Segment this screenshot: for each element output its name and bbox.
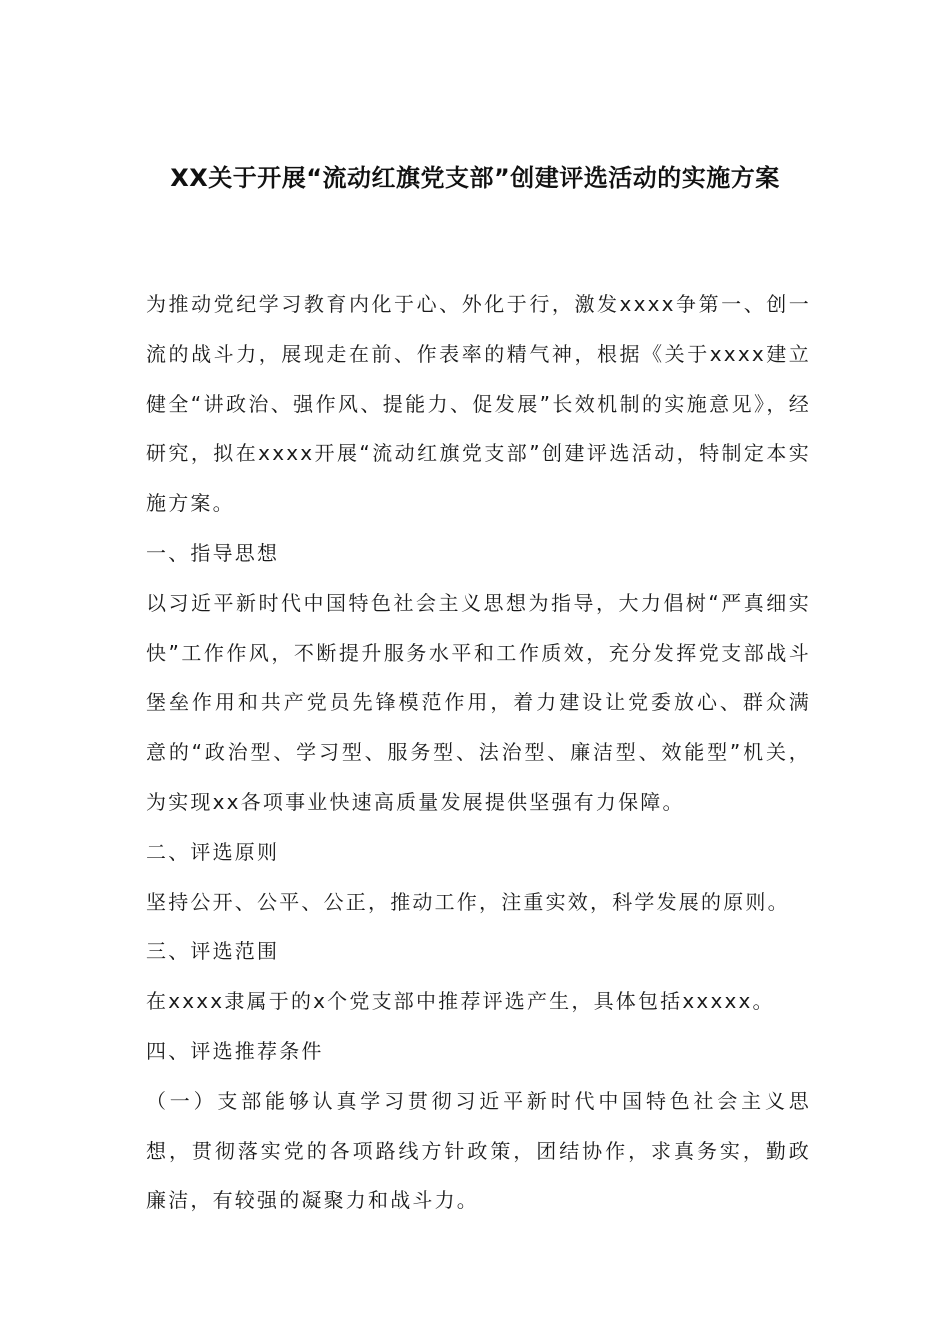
section-body-selection-principles: 坚持公开、公平、公正，推动工作，注重实效，科学发展的原则。 [146,889,790,914]
intro-paragraph: 为推动党纪学习教育内化于心、外化于行，激发xxxx争第一、创一流的战斗力，展现走在前、作表率的精气神，根据《关于xxxx建立健全“讲政治、强作风、提能力、促发展”长效机制的实施意见》，经研究，拟在xxxx开展“流动红旗党支部”创建评选活动，特制定本实施方案。 [146,292,811,516]
section-heading-recommendation-conditions: 四、评选推荐条件 [146,1038,324,1063]
section-heading-guiding-ideology: 一、指导思想 [146,540,280,565]
section-body-selection-scope: 在xxxx隶属于的x个党支部中推荐评选产生，具体包括xxxxx。 [146,989,775,1014]
section-heading-selection-principles: 二、评选原则 [146,839,280,864]
section-body-guiding-ideology: 以习近平新时代中国特色社会主义思想为指导，大力倡树“严真细实快”工作作风，不断提升服务水平和工作质效，充分发挥党支部战斗堡垒作用和共产党员先锋模范作用，着力建设让党委放心、群众满意的“政治型、学习型、服务型、法治型、廉洁型、效能型”机关，为实现xx各项事业快速高质量发展提供坚强有力保障。 [146,590,811,814]
section-body-recommendation-conditions: （一）支部能够认真学习贯彻习近平新时代中国特色社会主义思想，贯彻落实党的各项路线方针政策，团结协作，求真务实，勤政廉洁，有较强的凝聚力和战斗力。 [146,1088,811,1213]
document-title: XX关于开展“流动红旗党支部”创建评选活动的实施方案 [170,164,780,192]
section-heading-selection-scope: 三、评选范围 [146,939,280,964]
document-body [146,280,811,1226]
